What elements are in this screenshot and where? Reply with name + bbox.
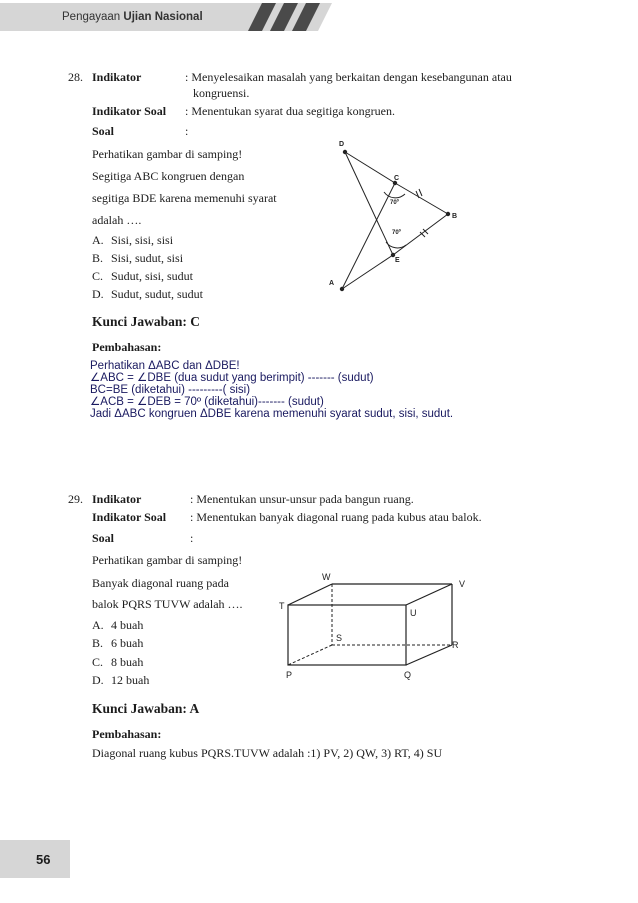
q29-label-v: V [459,579,466,589]
q28-indikator-soal-text: : Menentukan syarat dua segitiga kongruen. [185,104,395,118]
q29-pembahasan-text: Diagonal ruang kubus PQRS.TUVW adalah :1) PV, 2) QW, 3) RT, 4) SU [92,746,443,760]
q28-pembahasan-line: ∠ACB = ∠DEB = 70º (diketahui)------- (sudut) [90,396,324,408]
q29-pembahasan-label: Pembahasan: [92,727,162,741]
q28-indikator-soal-label: Indikator Soal [92,104,167,118]
header-prefix: Pengayaan [62,11,121,23]
q28-pembahasan-line: BC=BE (diketahui) ---------( sisi) [90,384,251,396]
q29-option-c-text: 8 buah [111,655,144,669]
q28-pembahasan-label: Pembahasan: [92,340,162,354]
q28-label-e: E [395,257,400,264]
q28-indikator-label: Indikator [92,70,142,84]
q28-label-c: C [394,175,400,182]
q29-indikator-label: Indikator [92,492,142,506]
page-number: 56 [36,852,51,867]
page-header [0,0,638,34]
q29-label-p: P [286,670,293,680]
q28-soal-line: Segitiga ABC kongruen dengan [92,169,245,183]
q28-kunci: Kunci Jawaban: C [92,314,201,329]
q29-label-r: R [452,640,459,650]
q28-option-d-letter: D. [92,287,104,301]
q28-label-b: B [452,213,458,220]
q29-option-c-letter: C. [92,655,104,669]
q28-indikator-text2: kongruensi. [193,86,250,100]
q29-box-figure [276,570,476,685]
q28-soal-line: segitiga BDE karena memenuhi syarat [92,191,277,205]
q29-indikator-text: : Menentukan unsur-unsur pada bangun ruang. [190,492,414,506]
q28-label-a: A [329,280,335,287]
q29-label-s: S [336,633,343,643]
q29-indikator-soal-label: Indikator Soal [92,510,167,524]
q29-kunci: Kunci Jawaban: A [92,701,200,716]
q28-soal-colon: : [185,124,189,138]
page-number-box [0,840,70,878]
q29-option-a-letter: A. [92,618,104,632]
q28-option-a-text: Sisi, sisi, sisi [111,233,174,247]
q29-label-u: U [410,608,417,618]
q29-option-b-text: 6 buah [111,636,144,650]
q29-soal-colon: : [190,531,194,545]
header-title [62,11,203,23]
q28-soal-label: Soal [92,124,115,138]
q29-option-d-text: 12 buah [111,673,150,687]
q28-pembahasan-line: ∠ABC = ∠DBE (dua sudut yang berimpit) ------- (sudut) [90,372,374,384]
q28-option-c-text: Sudut, sisi, sudut [111,269,194,283]
q29-soal-line: balok PQRS TUVW adalah …. [92,597,243,611]
q28-angle-e: 70º [392,230,401,236]
q29-soal-line: Banyak diagonal ruang pada [92,576,229,590]
q28-pembahasan-line: Perhatikan ΔABC dan ΔDBE! [90,360,240,372]
q29-option-a-text: 4 buah [111,618,144,632]
q28-option-b-text: Sisi, sudut, sisi [111,251,184,265]
q28-soal-line: Perhatikan gambar di samping! [92,147,243,161]
q29-soal-label: Soal [92,531,115,545]
q29-soal-line: Perhatikan gambar di samping! [92,553,243,567]
q28-indikator-text: : Menyelesaikan masalah yang berkaitan dengan kesebangunan atau [185,70,512,84]
q29-label-t: T [279,601,285,611]
q29-indikator-soal-text: : Menentukan banyak diagonal ruang pada kubus atau balok. [190,510,482,524]
q28-option-c-letter: C. [92,269,104,283]
q28-pembahasan-line: Jadi ΔABC kongruen ΔDBE karena memenuhi syarat sudut, sisi, sudut. [90,408,454,420]
q28-triangle-figure [320,138,470,298]
header-bold: Ujian Nasional [123,11,203,23]
q28-option-a-letter: A. [92,233,104,247]
q28-pembahasan-box [90,360,453,420]
q28-label-d: D [339,141,345,148]
q29-label-w: W [322,572,331,582]
q29-label-q: Q [404,670,412,680]
q28-number: 28. [68,70,83,84]
q29-number: 29. [68,492,83,506]
q28-option-d-text: Sudut, sudut, sudut [111,287,204,301]
q28-soal-line: adalah …. [92,213,142,227]
q29-option-b-letter: B. [92,636,104,650]
q29-option-d-letter: D. [92,673,104,687]
q28-option-b-letter: B. [92,251,104,265]
q28-angle-c: 70º [390,200,399,206]
